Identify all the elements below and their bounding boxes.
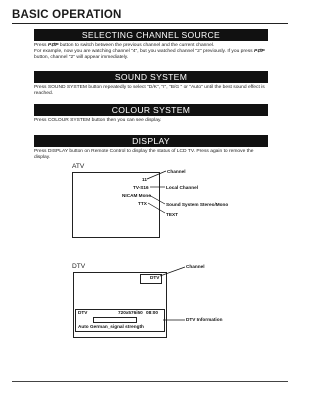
page-title: BASIC OPERATION [12, 9, 122, 21]
leader-atv-text [148, 203, 165, 213]
section-heading-colour-system: COLOUR SYSTEM [34, 104, 268, 116]
atv-audio-mode: NICAM Mono [122, 193, 152, 198]
atv-callout-sound-system: Sound System Stereo/Mono [166, 202, 229, 207]
channel-source-line-3: button, channel "2" will appear immediately. [34, 55, 129, 61]
dtv-info-source: DTV [78, 310, 88, 315]
atv-callout-local-channel: Local Channel [166, 185, 199, 190]
atv-sound-system: TV-S16 [133, 185, 149, 190]
section-heading-display: DISPLAY [34, 135, 268, 147]
display-line-1: Press DISPLAY button on Remote Control to display the status of LCD TV. Press again to remove the [34, 149, 254, 154]
dtv-info-status: Auto German_signal strength [78, 324, 144, 329]
dtv-callout-dtv-information: DTV Information [186, 317, 223, 322]
dtv-callout-channel: Channel [186, 264, 205, 269]
footer-divider [12, 381, 288, 382]
leader-atv-sound-system [149, 195, 165, 204]
channel-source-line-1: Press P⇄P button to switch between the previous channel and the current channel. [34, 43, 215, 48]
dtv-info-resolution: 720x576i50 [118, 310, 143, 315]
leader-dtv-channel [160, 267, 185, 276]
dtv-channel-source: DTV [150, 275, 160, 280]
previous-channel-button-inline: P⇄P [254, 49, 265, 55]
section-heading-sound-system: SOUND SYSTEM [34, 71, 268, 83]
dtv-label: DTV [72, 263, 86, 270]
sound-system-line-2: reached. [34, 91, 54, 97]
leader-atv-channel [147, 171, 166, 179]
previous-channel-button-label: P⇄P [47, 43, 59, 48]
atv-channel-number: 11 [142, 177, 147, 182]
channel-source-line-2: For example, now you are watching channel "4", but you watched channel "2" previously. If you press P⇄P [34, 49, 265, 55]
section-heading-channel-source: SELECTING CHANNEL SOURCE [34, 29, 268, 41]
display-line-2: display. [34, 155, 51, 161]
atv-callout-channel: Channel [167, 169, 186, 174]
atv-callout-text: TEXT [166, 212, 178, 217]
colour-system-line-1: Press COLOUR SYSTEM button then you can see display. [34, 118, 162, 123]
atv-label: ATV [72, 163, 85, 170]
atv-teletext: TTX [138, 201, 147, 206]
sound-system-line-1: Press SOUND SYSTEM button repeatedly to select "D/K", "I", "B/G " or "Auto" until the best sound effect is [34, 85, 265, 90]
dtv-info-time: 08:00 [146, 310, 158, 315]
